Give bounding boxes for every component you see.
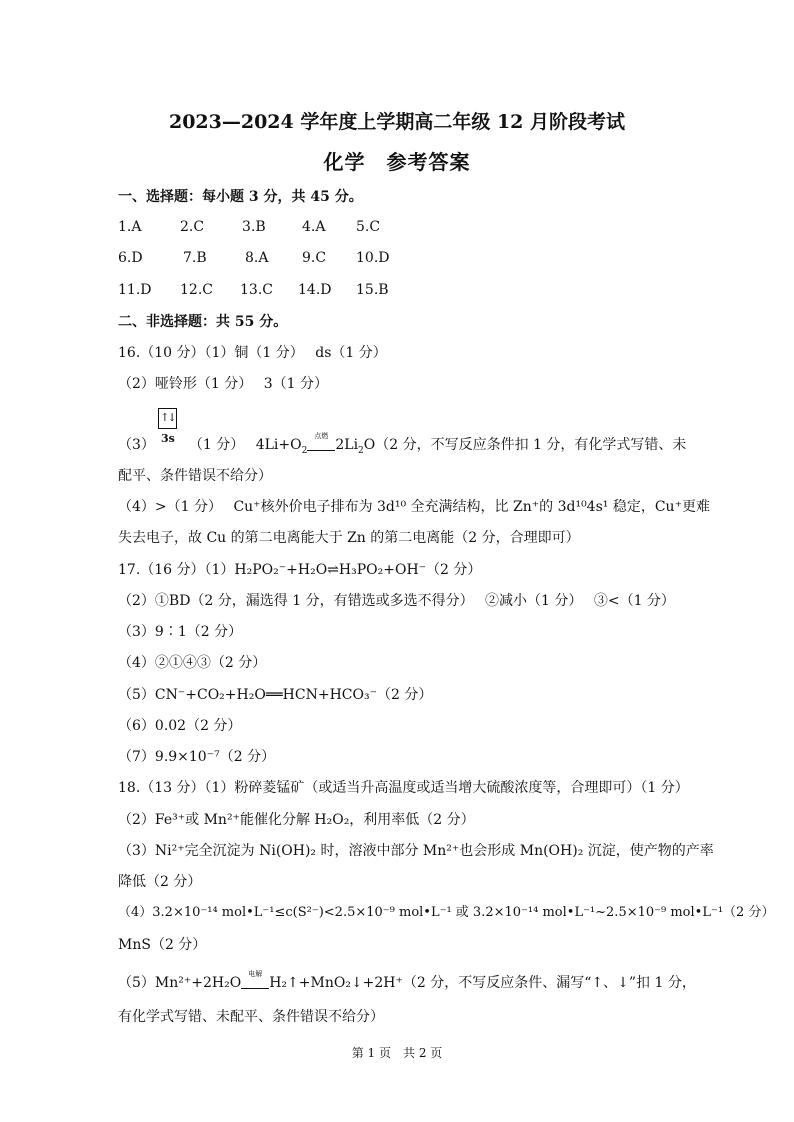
q18-line5-cont: 有化学式写错、未配平、条件错误不给分）: [118, 1009, 384, 1025]
q16-line3-part: （1 分） 4Li+O: [188, 437, 302, 453]
condition-label: 电解: [248, 970, 263, 978]
q17-line1: 17.（16 分）（1）H₂PO₂⁻+H₂O⇌H₃PO₂+OH⁻（2 分）: [118, 562, 482, 578]
q16-line4: （4）>（1 分） Cu⁺核外价电子排布为 3d¹⁰ 全充满结构，比 Zn⁺的 3d¹⁰4s¹ 稳定，Cu⁺更难: [118, 499, 710, 515]
mcq-answer: 14.D: [298, 282, 332, 298]
q16-line1: 16.（10 分）（1）铜（1 分） ds（1 分）: [118, 345, 387, 361]
mcq-answer: 4.A: [302, 219, 326, 235]
mcq-answer: 10.D: [356, 250, 390, 266]
q16-line3-part: 2Li: [335, 437, 359, 453]
document-subtitle: 化学 参考答案: [323, 150, 471, 174]
q17-line3: （3）9∶1（2 分）: [118, 624, 243, 640]
mcq-answer: 6.D: [118, 250, 143, 266]
mcq-answer: 13.C: [240, 282, 273, 298]
q16-line3: （3） （1 分） $4Li+O_2$ 点燃 $2Li_2O(2$ 分，不写反应条件扣 1 分，有化学式写错、未: [118, 436, 686, 455]
q18-line5-part: H₂↑+MnO₂↓+2H⁺（2 分，不写反应条件、漏写“↑、↓”扣 1 分，: [269, 975, 696, 991]
section-heading-nonchoice: 二、非选择题：共 55 分。: [118, 314, 288, 330]
q18-line4: （4）3.2×10⁻¹⁴ mol•L⁻¹≤c(S²⁻)<2.5×10⁻⁹ mol•L⁻¹ 或 3.2×10⁻¹⁴ mol•L⁻¹~2.5×10⁻⁹ mol•L⁻¹（2 分）: [118, 905, 775, 920]
reaction-condition: [241, 970, 269, 993]
q16-line3-part: O（2 分，不写反应条件扣 1 分，有化学式写错、未: [363, 437, 687, 453]
q17-line5: （5）CN⁻+CO₂+H₂O══HCN+HCO₃⁻（2 分）: [118, 687, 433, 703]
q18-line2: （2）Fe³⁺或 Mn²⁺能催化分解 H₂O₂，利用率低（2 分）: [118, 812, 475, 828]
q17-line4: （4）②①④③（2 分）: [118, 655, 267, 671]
q17-line2: （2）①BD（2 分，漏选得 1 分，有错选或多选不得分） ②减小（1 分） ③<（1 分）: [118, 593, 675, 609]
condition-label: 点燃: [314, 432, 329, 440]
mcq-answer: 2.C: [180, 219, 205, 235]
q16-line2: （2）哑铃形（1 分） 3（1 分）: [118, 376, 328, 392]
q18-line3: （3）Ni²⁺完全沉淀为 Ni(OH)₂ 时，溶液中部分 Mn²⁺也会形成 Mn(OH)₂ 沉淀，使产物的产率: [118, 843, 714, 859]
page-footer: 第 1 页 共 2 页: [351, 1046, 443, 1060]
mcq-answer: 11.D: [118, 282, 152, 298]
q17-line6: （6）0.02（2 分）: [118, 718, 242, 734]
mcq-answer: 12.C: [180, 282, 213, 298]
mcq-answer: 1.A: [118, 219, 142, 235]
mcq-answer: 8.A: [245, 250, 269, 266]
mcq-answer: 3.B: [242, 219, 266, 235]
q18-line5: [118, 970, 696, 993]
q18-line3-cont: 降低（2 分）: [118, 874, 202, 890]
mcq-answer: 15.B: [356, 282, 389, 298]
q17-line7: （7）9.9×10⁻⁷（2 分）: [118, 749, 276, 765]
mcq-answer: 5.C: [356, 219, 381, 235]
q18-line5-part: （5）Mn²⁺+2H₂O: [118, 975, 242, 991]
mcq-answer: 7.B: [183, 250, 207, 266]
reaction-condition: [307, 432, 335, 455]
q16-line3-part: （3）: [118, 437, 155, 453]
q16-line4-cont: 失去电子，故 Cu 的第二电离能大于 Zn 的第二电离能（2 分，合理即可）: [118, 530, 580, 546]
orbital-box: ↑↓: [158, 408, 177, 429]
q16-line3-cont: 配平、条件错误不给分）: [118, 468, 272, 484]
section-heading-choice: 一、选择题：每小题 3 分，共 45 分。: [118, 189, 363, 205]
mcq-answer: 9.C: [302, 250, 327, 266]
orbital-label: 3s: [161, 432, 175, 445]
document-title: 2023—2024 学年度上学期高二年级 12 月阶段考试: [168, 111, 626, 133]
q18-line4-cont: MnS（2 分）: [118, 937, 207, 953]
q18-line1: 18.（13 分）（1）粉碎菱锰矿（或适当升高温度或适当增大硫酸浓度等，合理即可）（1 分）: [118, 780, 689, 796]
